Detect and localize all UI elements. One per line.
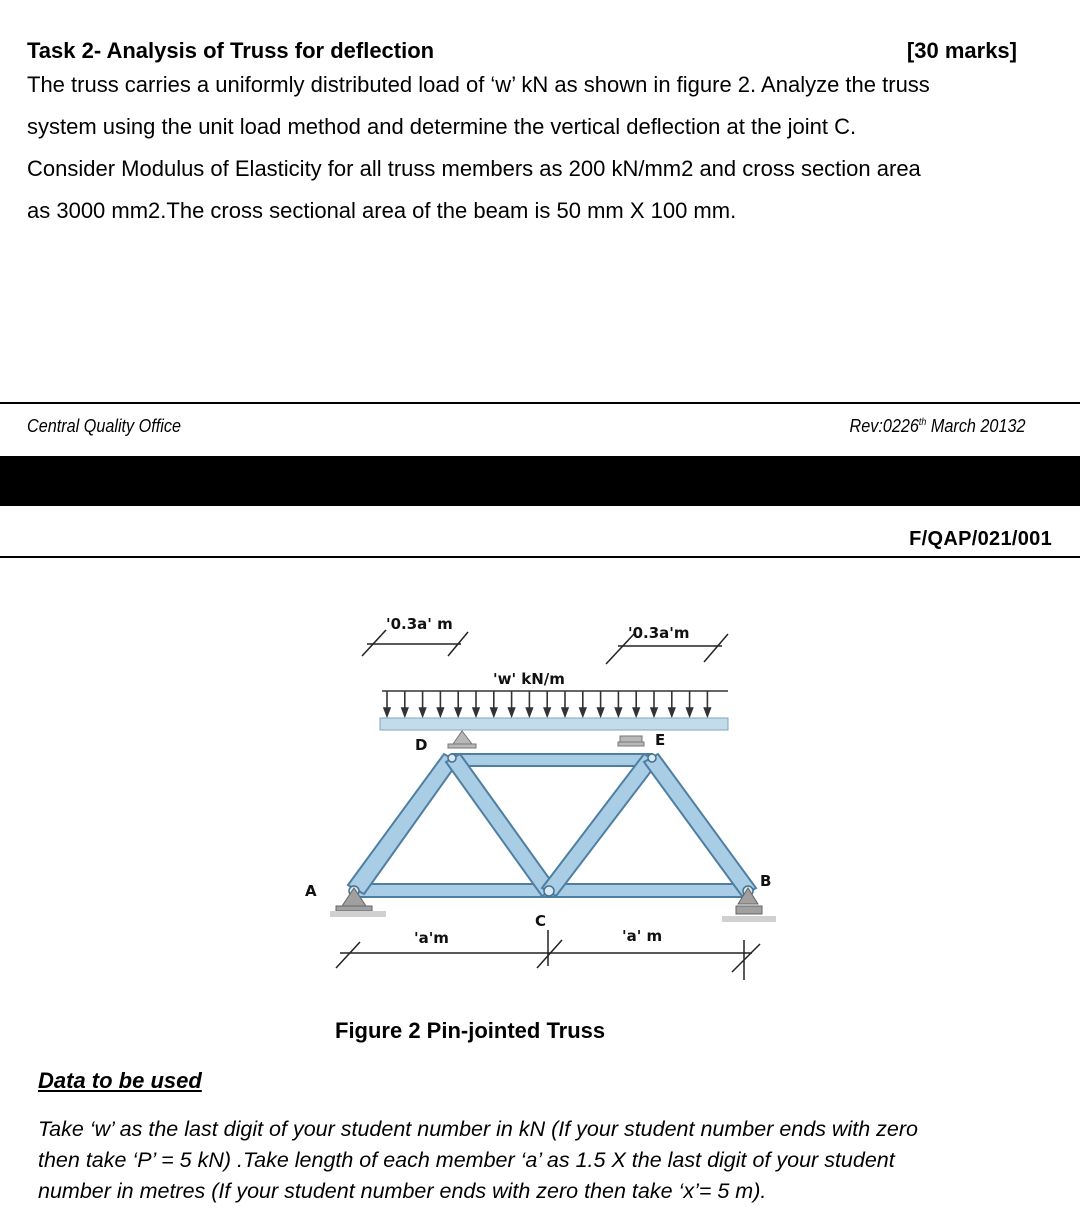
label-top-right-dim: '0.3a'm	[628, 624, 690, 642]
udl-arrow-head	[437, 708, 443, 716]
label-joint-e: E	[655, 731, 666, 749]
label-bottom-right-dim: 'a' m	[622, 927, 663, 945]
udl-arrow-head	[598, 708, 604, 716]
udl-arrow-head	[455, 708, 461, 716]
rev-prefix: Rev:0226	[849, 416, 919, 436]
bottom-dimension	[336, 930, 760, 980]
label-load: 'w' kN/m	[493, 670, 565, 688]
udl-arrow-head	[402, 708, 408, 716]
beam-support-e	[618, 736, 644, 746]
label-joint-a: A	[305, 882, 317, 900]
udl-arrow-head	[704, 708, 710, 716]
beam	[380, 718, 728, 730]
problem-line-1: The truss carries a uniformly distributed load of ‘w’ kN as shown in figure 2. Analyze the truss	[27, 72, 930, 97]
label-joint-d: D	[415, 736, 428, 754]
document-id: F/QAP/021/001	[909, 528, 1052, 550]
udl-arrow-head	[473, 708, 479, 716]
udl-arrow-head	[384, 708, 390, 716]
member-eb	[644, 754, 756, 896]
problem-line-3: Consider Modulus of Elasticity for all truss members as 200 kN/mm2 and cross section area	[27, 156, 921, 181]
label-top-left-dim: '0.3a' m	[386, 615, 453, 633]
udl-arrow-head	[562, 708, 568, 716]
data-line-3: number in metres (If your student number ends with zero then take ‘x’= 5 m).	[38, 1179, 767, 1203]
problem-line-2: system using the unit load method and determine the vertical deflection at the joint C.	[27, 114, 857, 139]
data-line-2: then take ‘P’ = 5 kN) .Take length of each member ‘a’ as 1.5 X the last digit of your student	[38, 1148, 895, 1172]
member-ce	[542, 754, 658, 896]
member-dc	[446, 754, 556, 896]
udl-arrow-head	[526, 708, 532, 716]
marks-label: [30 marks]	[906, 38, 1017, 63]
udl-arrow-head	[580, 708, 586, 716]
udl-arrow-head	[544, 708, 550, 716]
data-line-1: Take ‘w’ as the last digit of your student number in kN (If your student number ends with zero	[38, 1117, 918, 1141]
footer-office: Central Quality Office	[27, 416, 181, 436]
udl-arrow-head	[509, 708, 515, 716]
udl-arrow-head	[669, 708, 675, 716]
rev-sup: th	[918, 417, 926, 428]
data-heading: Data to be used	[38, 1068, 202, 1093]
udl-arrow-head	[420, 708, 426, 716]
task-title: Task 2- Analysis of Truss for deflection	[27, 38, 435, 63]
udl-arrow-head	[615, 708, 621, 716]
truss-members	[348, 754, 756, 897]
udl-arrow-head	[687, 708, 693, 716]
problem-line-4: as 3000 mm2.The cross sectional area of the beam is 50 mm X 100 mm.	[27, 198, 737, 223]
label-joint-b: B	[760, 872, 772, 890]
figure-caption: Figure 2 Pin-jointed Truss	[335, 1018, 606, 1043]
udl-arrows	[382, 691, 728, 716]
member-ad	[348, 754, 458, 894]
top-left-dimension	[362, 630, 468, 656]
label-bottom-left-dim: 'a'm	[414, 929, 449, 947]
udl-arrow-head	[491, 708, 497, 716]
udl-arrow-head	[633, 708, 639, 716]
label-joint-c: C	[535, 912, 547, 930]
beam-support-d	[448, 731, 476, 748]
rev-suffix: March 20132	[925, 416, 1025, 436]
member-de	[452, 754, 652, 766]
udl-arrow-head	[651, 708, 657, 716]
